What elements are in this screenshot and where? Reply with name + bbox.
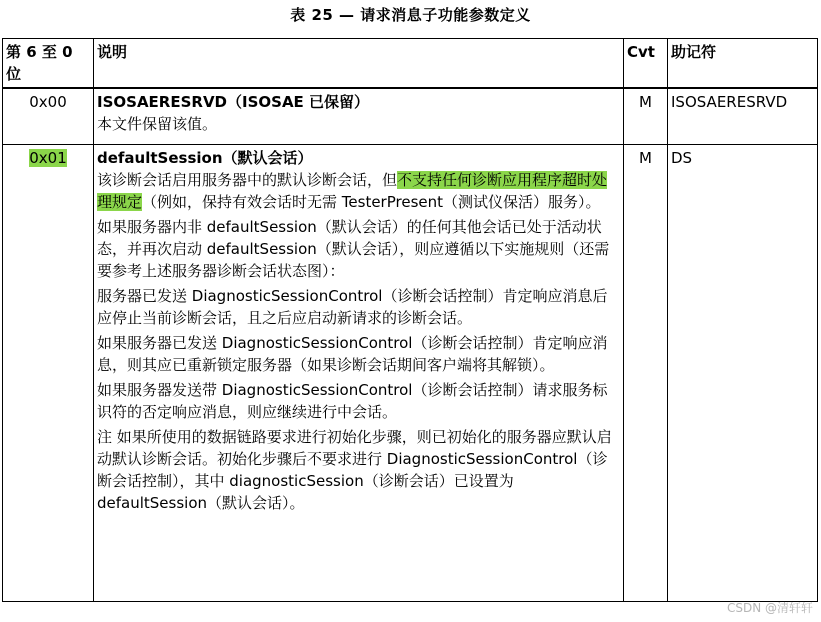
description-paragraph: 服务器已发送 DiagnosticSessionControl（诊断会话控制）肯定响应消息后应停止当前诊断会话，且之后应启动新请求的诊断会话。 [97,287,608,327]
header-cvt: Cvt [624,39,668,89]
description-paragraph: 本文件保留该值。 [97,115,218,133]
table-row [3,88,818,145]
description-paragraph [97,169,620,213]
header-bits: 第 6 至 0 位 [3,39,94,89]
mnemonic-cell: ISOSAERESRVD [668,88,818,145]
table-row [3,145,818,602]
description-paragraph: 如果服务器已发送 DiagnosticSessionControl（诊断会话控制）肯定响应消息，则其应已重新锁定服务器（如果诊断会话期间客户端将其解锁）。 [97,334,608,374]
cvt-cell: M [624,88,668,145]
header-mnemonic: 助记符 [668,39,818,89]
description-cell [94,88,624,145]
header-row [3,39,818,89]
description-paragraph: 如果服务器发送带 DiagnosticSessionControl（诊断会话控制）请求服务标识符的否定响应消息，则应继续进行中会话。 [97,381,608,421]
code-cell [3,88,94,145]
table-caption: 表 25 — 请求消息子功能参数定义 [290,6,531,24]
code-value-highlighted: 0x01 [29,149,67,167]
subfunction-table [2,38,818,602]
note-paragraph: 注 如果所使用的数据链路要求进行初始化步骤，则已初始化的服务器应默认启动默认诊断会话。初始化步骤后不要求进行 DiagnosticSessionControl（诊断会话控制），其中 diagnosticSession（诊断会话）已设置为 defaultSession（默认会话）。 [97,428,612,512]
header-description: 说明 [94,39,624,89]
row-title: ISOSAERESRVD（ISOSAE 已保留） [97,93,370,111]
code-value: 0x00 [29,93,67,111]
mnemonic-cell: DS [668,145,818,602]
watermark: CSDN @清轩轩 [726,601,813,615]
code-cell [3,145,94,602]
description-cell [94,145,624,602]
cvt-cell: M [624,145,668,602]
paragraph-text: （例如，保持有效会话时无需 TesterPresent（测试仪保活）服务）。 [142,193,601,211]
paragraph-text: 该诊断会话启用服务器中的默认诊断会话，但 [97,171,398,189]
description-paragraph: 如果服务器内非 defaultSession（默认会话）的任何其他会话已处于活动状态，并再次启动 defaultSession（默认会话），则应遵循以下实施规则（还需要参考上述服务器诊断会话状态图）： [97,218,610,280]
highlighted-text: 不支持任何诊断应用程序超时处理规定 [97,171,608,211]
row-title: defaultSession（默认会话） [97,149,313,167]
